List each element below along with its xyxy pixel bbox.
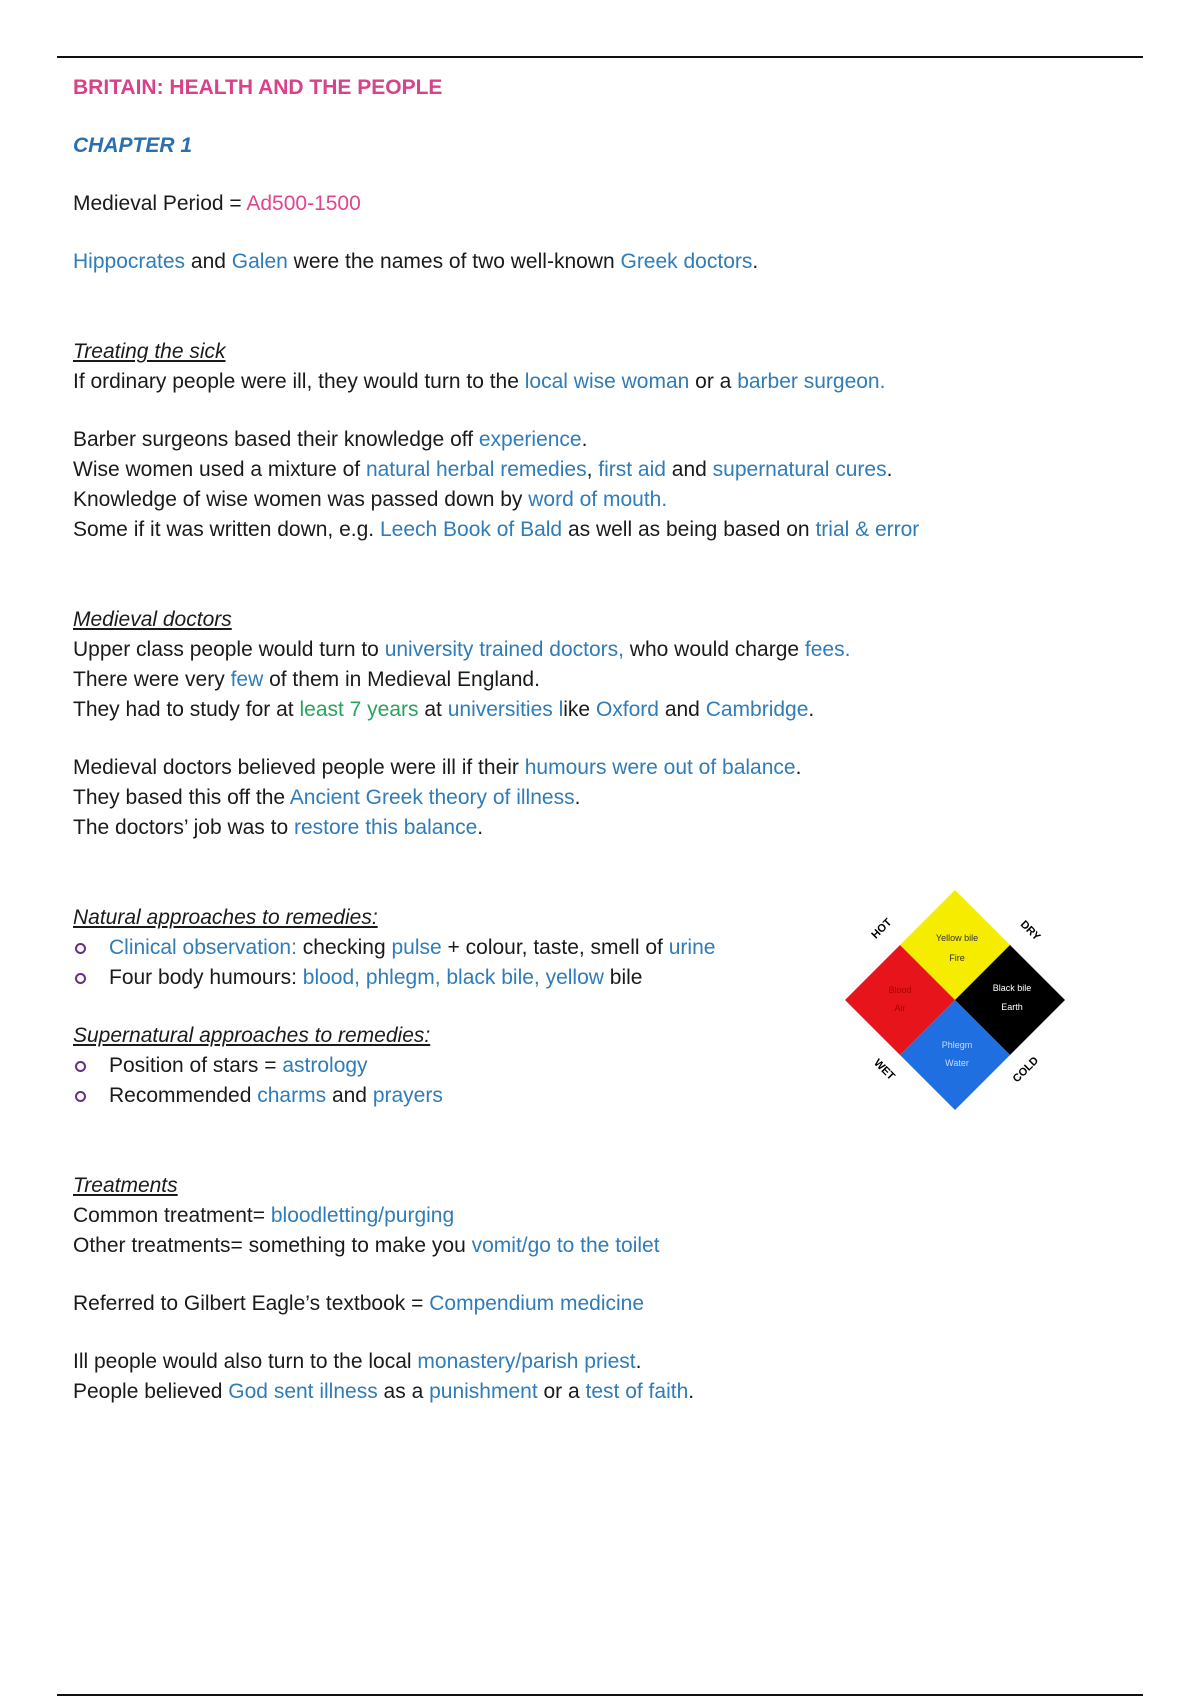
yellow-bile-element: Fire [949, 953, 965, 963]
text-fragment: bile [603, 966, 643, 989]
black-bile-element: Earth [1001, 1002, 1023, 1012]
doctors-heading: Medieval doctors [73, 608, 232, 631]
greek-doctors-term: Greek doctors [620, 250, 753, 273]
term: astrology [282, 1054, 368, 1077]
term: monastery/parish priest [417, 1350, 636, 1373]
period-value: Ad500-1500 [246, 192, 361, 215]
text-fragment: . [581, 428, 588, 451]
text-fragment: . [574, 786, 581, 809]
term: God sent illness [228, 1380, 378, 1403]
text-fragment: . [808, 698, 815, 721]
cold-label: COLD [1010, 1054, 1042, 1086]
treating-line-1 [73, 367, 1133, 397]
term: first aid [598, 458, 666, 481]
text-fragment: and [665, 458, 713, 481]
text-fragment: If ordinary people were ill, they would turn to the [73, 370, 525, 393]
doctors-line-4 [73, 753, 1133, 783]
document-page [73, 73, 1133, 1407]
text-fragment: at [418, 698, 448, 721]
term: local wise woman [524, 370, 690, 393]
blood-element: Air [894, 1003, 906, 1013]
text-fragment: and [326, 1084, 373, 1107]
hot-label: HOT [869, 916, 895, 942]
term: urine [668, 936, 716, 959]
term: prayers [372, 1084, 443, 1107]
text-fragment: or a [537, 1380, 586, 1403]
text-fragment: Knowledge of wise women was passed down by [73, 488, 529, 511]
text-fragment: of them in Medieval England. [263, 668, 540, 691]
term: humours were out of balance [524, 756, 796, 779]
term: word of mouth. [528, 488, 668, 511]
hippocrates-term: Hippocrates [73, 250, 186, 273]
term: restore this balance [294, 816, 478, 839]
term: barber surgeon. [737, 370, 886, 393]
text-fragment: Some if it was written down, e.g. [73, 518, 380, 541]
text-fragment: . [688, 1380, 695, 1403]
term: Oxford [595, 698, 659, 721]
text-fragment: as well as being based on [562, 518, 816, 541]
yellow-bile-label: Yellow bile [935, 933, 979, 943]
text-fragment: The doctors’ job was to [73, 816, 294, 839]
period-label: Medieval Period = [73, 192, 247, 215]
text-fragment: Wise women used a mixture of [73, 458, 366, 481]
term: Leech Book of Bald [379, 518, 563, 541]
supernatural-heading: Supernatural approaches to remedies: [73, 1024, 431, 1047]
text-fragment: Other treatments= something to make you [73, 1234, 472, 1257]
term: natural herbal remedies [365, 458, 587, 481]
doctors-line-6 [73, 813, 1133, 843]
medieval-period-line [73, 189, 1133, 219]
treating-line-2 [73, 425, 1133, 455]
text-fragment: Common treatment= [73, 1204, 271, 1227]
treatments-line-1 [73, 1201, 1133, 1231]
treatments-heading: Treatments [73, 1174, 178, 1197]
treatments-line-5 [73, 1377, 1133, 1407]
term: vomit/go to the toilet [471, 1234, 660, 1257]
text-fragment: Position of stars = [109, 1054, 283, 1077]
bottom-rule [57, 1694, 1143, 1696]
term: charms [257, 1084, 327, 1107]
treating-line-3 [73, 455, 1133, 485]
term: Compendium medicine [429, 1292, 645, 1315]
treatments-line-2 [73, 1231, 1133, 1261]
term: pulse [391, 936, 442, 959]
phlegm-element: Water [945, 1058, 969, 1068]
term: few [230, 668, 264, 691]
term: fees. [804, 638, 851, 661]
text-fragment: . [477, 816, 484, 839]
term: Cambridge [705, 698, 809, 721]
treatments-line-4 [73, 1347, 1133, 1377]
text-fragment: were the names of two well-known [287, 250, 621, 273]
four-humours-diagram [840, 885, 1070, 1115]
text-fragment: Recommended [109, 1084, 258, 1107]
text-fragment: Referred to Gilbert Eagle’s textbook = [73, 1292, 430, 1315]
term: trial & error [815, 518, 920, 541]
galen-term: Galen [231, 250, 288, 273]
text-fragment: Four body humours: [109, 966, 303, 989]
text-fragment: + colour, taste, smell of [441, 936, 669, 959]
text-fragment: or a [689, 370, 738, 393]
text-fragment: Ill people would also turn to the local [73, 1350, 418, 1373]
text-fragment: checking [296, 936, 392, 959]
text-fragment: Barber surgeons based their knowledge off [73, 428, 479, 451]
text-fragment: . [886, 458, 893, 481]
term: experience [478, 428, 582, 451]
top-rule [57, 56, 1143, 58]
text-fragment: who would charge [623, 638, 805, 661]
text-fragment: . [752, 250, 759, 273]
text-fragment: They based this off the [73, 786, 290, 809]
term: Ancient Greek theory of illness [289, 786, 575, 809]
text-fragment: , [586, 458, 599, 481]
doctors-line-1 [73, 635, 1133, 665]
text-fragment: Medieval doctors believed people were ill if their [73, 756, 525, 779]
doctors-line-5 [73, 783, 1133, 813]
natural-heading: Natural approaches to remedies: [73, 906, 378, 929]
blood-label: Blood [888, 985, 912, 995]
treating-line-4 [73, 485, 1133, 515]
text-fragment: and [658, 698, 706, 721]
text-fragment: . [635, 1350, 642, 1373]
term: bloodletting/purging [270, 1204, 455, 1227]
text-fragment: They had to study for at [73, 698, 300, 721]
term: universities l [447, 698, 564, 721]
treating-line-5 [73, 515, 1133, 545]
doctors-line-3 [73, 695, 1133, 725]
phlegm-label: Phlegm [941, 1040, 973, 1050]
chapter-heading: CHAPTER 1 [73, 134, 193, 157]
term: blood, phlegm, black bile, yellow [302, 966, 604, 989]
hippocrates-galen-line [73, 247, 1133, 277]
text-fragment: People believed [73, 1380, 229, 1403]
term: test of faith [585, 1380, 689, 1403]
term: Clinical observation: [109, 936, 297, 959]
term: punishment [429, 1380, 538, 1403]
document-title: BRITAIN: HEALTH AND THE PEOPLE [73, 76, 443, 99]
text-fragment: ike [563, 698, 596, 721]
doctors-line-2 [73, 665, 1133, 695]
text-fragment: Upper class people would turn to [73, 638, 385, 661]
text-fragment: There were very [73, 668, 231, 691]
term: university trained doctors, [384, 638, 624, 661]
treatments-line-3 [73, 1289, 1133, 1319]
text-fragment: . [795, 756, 802, 779]
wet-label: WET [871, 1056, 898, 1083]
text-fragment: and [185, 250, 232, 273]
treating-heading: Treating the sick [73, 340, 226, 363]
dry-label: DRY [1017, 918, 1043, 944]
black-bile-label: Black bile [992, 983, 1032, 993]
text-fragment: as a [377, 1380, 430, 1403]
term: supernatural cures [712, 458, 887, 481]
term: least 7 years [299, 698, 419, 721]
